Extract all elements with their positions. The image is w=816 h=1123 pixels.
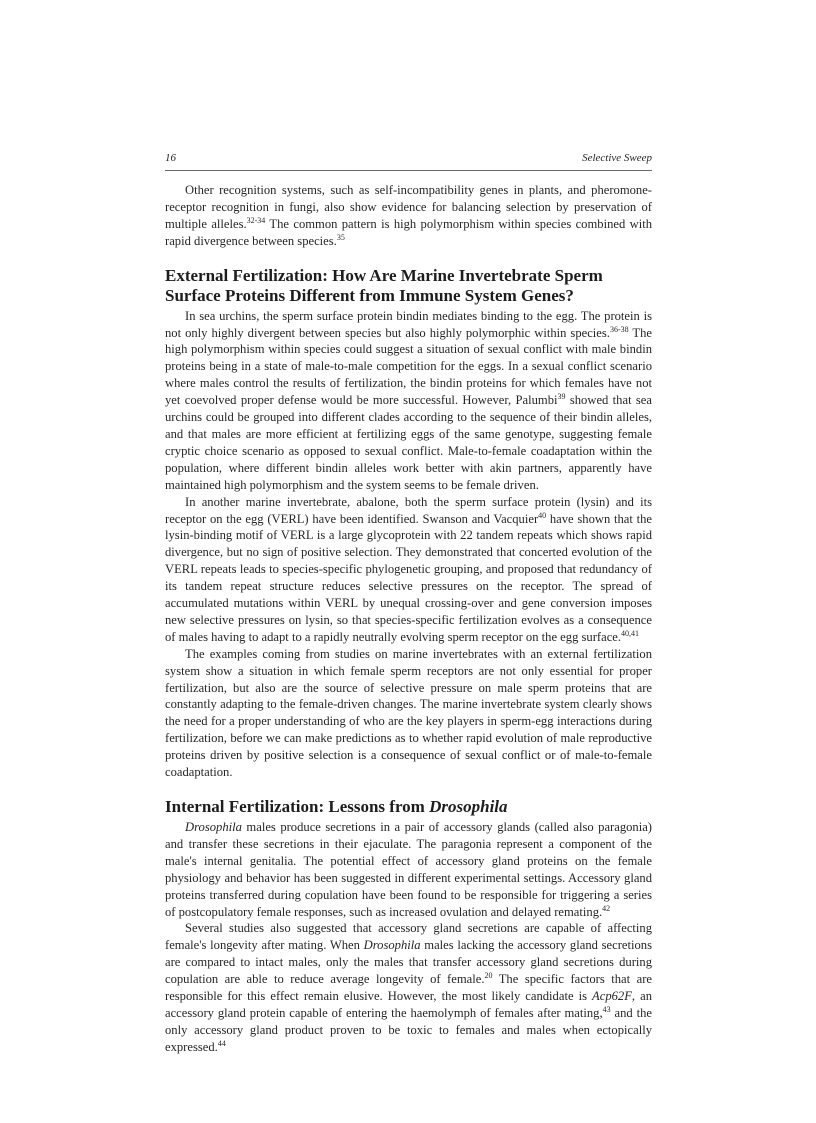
text-run: The specific factors that are responsible for this effect remain elusive. However, the most likely candidate is bbox=[165, 972, 652, 1004]
paragraph bbox=[165, 920, 652, 1055]
citation-ref: 32-34 bbox=[246, 215, 266, 225]
citation-ref: 35 bbox=[336, 232, 345, 242]
running-head bbox=[165, 152, 652, 171]
citation-ref: 42 bbox=[602, 903, 611, 913]
text-run: and the only accessory gland product proven to be toxic to females and males when ectopically expressed. bbox=[165, 1005, 652, 1054]
paragraph bbox=[165, 182, 652, 250]
text-run: , an accessory gland protein capable of entering the haemolymph of females after mating, bbox=[165, 989, 652, 1020]
citation-ref: 40 bbox=[538, 510, 547, 520]
text-run: The high polymorphism within species could suggest a situation of sexual conflict with male bindin proteins being in a state of male-to-male competition for the eggs. In a sexual conflict scenario where males control the results of fertilization, the bindin proteins for which females have not yet coevolved proper defense would be more successful. However, Palumbi bbox=[165, 325, 652, 408]
running-title: Selective Sweep bbox=[582, 152, 652, 164]
text-run: showed that sea urchins could be grouped into different clades according to the sequence of their bindin alleles, and that males are more efficient at fertilizing eggs of the same genotype, suggesting female cryptic choice scenario as opposed to sexual conflict. Male-to-female coadaptation within the population, where different bindin alleles work better with akin partners, apparently have maintained high polymorphism and the system seems to be female driven. bbox=[165, 393, 652, 492]
italic-term: Drosophila bbox=[185, 820, 242, 834]
body-text bbox=[165, 182, 652, 1056]
citation-ref: 40,41 bbox=[621, 628, 640, 638]
italic-term: Drosophila bbox=[363, 938, 421, 953]
citation-ref: 20 bbox=[484, 971, 493, 981]
page-number: 16 bbox=[165, 152, 176, 164]
text-run: The examples coming from studies on marine invertebrates with an external fertilization system show a situation in which female sperm receptors are not only essential for proper fertilization, but also are the source of selective pressure on male sperm proteins that are constantly adapting to the female-driven changes. The marine invertebrate system clearly shows the need for a proper understanding of who are the key players in sperm-egg interactions during fertilization, before we can make predictions as to whether rapid evolution of male reproductive proteins driven by positive selection is a consequence of sexual conflict or of male-to-female coadaptation. bbox=[165, 646, 652, 780]
paragraph bbox=[165, 646, 652, 781]
text-run: In sea urchins, the sperm surface protein bindin mediates binding to the egg. The protein is not only highly divergent between species but also highly polymorphic within species. bbox=[165, 308, 652, 340]
text-run: External Fertilization: How Are Marine Invertebrate Sperm Surface Proteins Different from Immune System Genes? bbox=[165, 265, 603, 305]
text-run: males lacking the accessory gland secretions are compared to intact males, only the males that transfer accessory gland secretions during copulation are able to reduce average longevity of female. bbox=[165, 938, 652, 987]
section-heading bbox=[165, 797, 652, 817]
italic-term: Acp62F bbox=[592, 989, 632, 1004]
text-run: Internal Fertilization: Lessons from bbox=[165, 797, 430, 816]
italic-term: Drosophila bbox=[429, 797, 508, 816]
citation-ref: 44 bbox=[217, 1038, 226, 1048]
citation-ref: 43 bbox=[602, 1004, 611, 1014]
text-run: Other recognition systems, such as self-incompatibility genes in plants, and pheromone-receptor recognition in fungi, also show evidence for balancing selection by preservation of multiple alleles. bbox=[165, 183, 652, 231]
text-run: have shown that the lysin-binding motif of VERL is a large glycoprotein with 22 tandem repeats which shows rapid divergence, but no sign of positive selection. They demonstrated that concerted evolution of the VERL repeats leads to species-specific phylogenetic grouping, and proposed that redundancy of its tandem repeat structure reduces selective pressures on the receptor. The spread of accumulated mutations within VERL by unequal crossing-over and gene conversion imposes new selective pressures on lysin, so that species-specific fertilization evolves as a consequence of males having to adapt to a rapidly neutrally evolving sperm receptor on the egg surface. bbox=[165, 511, 652, 644]
paragraph bbox=[165, 494, 652, 646]
section-heading bbox=[165, 266, 652, 306]
paragraph bbox=[165, 308, 652, 494]
text-run: Several studies also suggested that accessory gland secretions are capable of affecting female's longevity after mating. When bbox=[165, 921, 652, 953]
citation-ref: 39 bbox=[557, 392, 566, 402]
paragraph bbox=[165, 819, 652, 920]
citation-ref: 36-38 bbox=[609, 324, 629, 334]
text-run: The common pattern is high polymorphism within species combined with rapid divergence between species. bbox=[165, 216, 652, 248]
text-run: males produce secretions in a pair of accessory glands (called also paragonia) and transfer these secretions in their ejaculate. The paragonia represent a component of the male's internal genitalia. The potential effect of accessory gland proteins on the female physiology and behavior has been suggested in different experimental settings. Accessory gland proteins transferred during copulation have been found to be responsible for triggering a series of postcopulatory female responses, such as increased ovulation and delayed remating. bbox=[165, 820, 652, 919]
text-run: In another marine invertebrate, abalone, both the sperm surface protein (lysin) and its receptor on the egg (VERL) have been identified. Swanson and Vacquier bbox=[165, 494, 652, 526]
